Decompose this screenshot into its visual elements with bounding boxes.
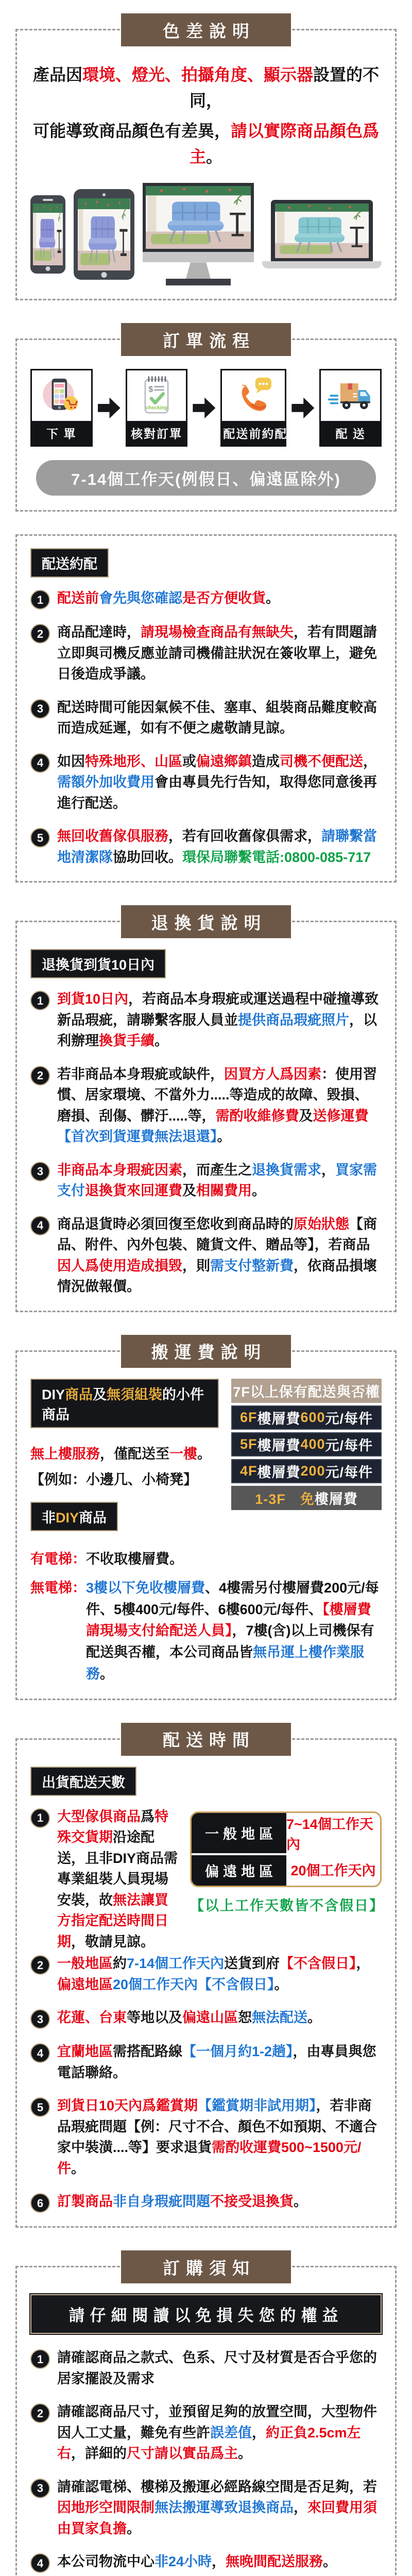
color-note-line-1: 產品因環境、燈光、拍攝角度、顯示器設置的不同， <box>32 65 380 110</box>
item-text: 若非商品本身瑕疵或缺件，因買方人爲因素：使用習慣、居家環境、不當外力.....等造成的故障、毀損、磨損、刮傷、髒汙.....等，需酌收維修費及送修運費【首次到貨運費無法退還】。 <box>57 1066 377 1145</box>
area-days-cell: 20個工作天內 <box>290 1862 376 1878</box>
section-title-order-flow: 訂單流程 <box>121 323 291 356</box>
list-item <box>30 751 382 814</box>
item-text: 訂製商品非自身瑕疵問題不接受退換貨。 <box>57 2194 307 2210</box>
item-number-badge: 2 <box>30 624 50 643</box>
section-color-note <box>0 13 412 300</box>
fee-table-row: 6F 樓層費 600 元/每件 <box>231 1405 382 1430</box>
list-item <box>30 2191 382 2213</box>
item-number-badge: 6 <box>30 2193 50 2213</box>
area-name-cell: 偏遠地區 <box>192 1853 286 1886</box>
section-title-color-note: 色差說明 <box>121 13 291 46</box>
no-elevator-text: 3樓以下免收樓層費、4樓需另付樓層費200元/每件、5樓400元/每件、6樓600元/每件、【樓層費請現場支付給配送人員】，7樓(含)以上司機保有配送與否權，本公司商品皆無吊運上樓作業服務。 <box>86 1580 379 1682</box>
color-note-box <box>15 29 397 300</box>
list-item <box>30 1953 382 1995</box>
section-moving-fee <box>0 1335 412 1700</box>
item-text: 商品退貨時必須回復至您收到商品時的原始狀態【商品、附件、內外包裝、隨貨文件、贈品等】，若商品因人爲使用造成損毀，則需支付整新費，依商品損壞情況做報價。 <box>57 1216 377 1295</box>
item-number-badge: 4 <box>30 753 50 773</box>
diy-note-line-2: 【例如：小邊几、小椅凳】 <box>30 1472 197 1488</box>
order-step-label: 下 單 <box>32 421 91 445</box>
purchase-notes-box <box>15 2266 397 2576</box>
sofa-photo <box>146 186 251 249</box>
diy-products-label: DIY商品及無須組裝的小件商品 <box>30 1379 219 1428</box>
order-step-card <box>220 369 286 447</box>
item-number-badge: 3 <box>30 2009 50 2029</box>
purchase-notes-list <box>30 2347 382 2576</box>
order-step-card <box>319 369 382 447</box>
item-number-badge: 1 <box>30 1808 50 1828</box>
elevator-line <box>30 1549 219 1570</box>
returns-list <box>30 989 382 1297</box>
item-text: 配送前會先與您確認是否方便收貨。 <box>57 590 280 606</box>
device-tablet-icon <box>74 189 134 280</box>
shipping-days-label: 出貨配送天數 <box>30 1767 136 1796</box>
item-number-badge: 4 <box>30 2553 50 2573</box>
delivery-terms-box <box>15 534 397 883</box>
item-number-badge: 2 <box>30 2403 50 2423</box>
delivery-area-panel <box>190 1806 382 1953</box>
item-number-badge: 4 <box>30 2043 50 2063</box>
section-returns <box>0 905 412 1312</box>
list-item <box>30 2401 382 2464</box>
order-phone-icon <box>38 372 85 419</box>
item-number-badge: 2 <box>30 1066 50 1086</box>
section-delivery-terms <box>0 534 412 883</box>
returns-box <box>15 921 397 1312</box>
section-title-delivery-time: 配送時間 <box>121 1723 291 1756</box>
workday-note: 【以上工作天數皆不含假日】 <box>190 1897 384 1913</box>
list-item <box>30 2095 382 2179</box>
delivery-time-box <box>15 1738 397 2228</box>
color-note-line-2: 可能導致商品顏色有差異，請以實際商品顏色爲主。 <box>32 122 380 166</box>
list-item <box>30 622 382 685</box>
read-carefully-banner: 請仔細閱讀以免損失您的權益 <box>30 2294 382 2334</box>
no-elevator-label: 無電梯： <box>30 1580 86 1596</box>
delivery-truck-icon <box>327 372 374 419</box>
item-text: 商品配達時，請現場檢查商品有無缺失，若有問題請立即與司機反應並請司機備註狀況在簽收單上，避免日後造成爭議。 <box>57 624 377 682</box>
sofa-photo <box>78 198 130 270</box>
section-title-returns: 退換貨說明 <box>121 905 291 938</box>
item-number-badge: 3 <box>30 1162 50 1181</box>
fee-table-row: 5F 樓層費 400 元/每件 <box>231 1432 382 1456</box>
section-title-moving-fee: 搬運費說明 <box>121 1335 291 1368</box>
item-text: 到貨日10天內爲鑑賞期【鑑賞期非試用期】，若非商品瑕疵問題【例：尺寸不合、顏色不如預期、不適合家中裝潢....等】要求退貨需酌收運費500~1500元/件。 <box>57 2098 377 2176</box>
list-item <box>30 2007 382 2029</box>
arrow-right-icon <box>193 397 215 419</box>
item-number-badge: 1 <box>30 590 50 609</box>
item-text: 請確認商品尺寸，並預留足夠的放置空間，大型物件因人工丈量，難免有些許誤差值，約正負2.5cm左右，詳細的尺寸請以實品爲主。 <box>57 2404 377 2462</box>
order-step-label: 配送前約配 <box>222 421 285 445</box>
list-item <box>30 2041 382 2083</box>
item-text: 非商品本身瑕疵因素，而產生之退換貨需求，買家需支付退換貨來回運費及相關費用。 <box>57 1162 377 1199</box>
item-number-badge: 4 <box>30 1216 50 1235</box>
non-diy-products-label: 非DIY商品 <box>30 1502 118 1531</box>
svg-text:checking: checking <box>146 405 167 412</box>
check-order-icon <box>133 372 180 419</box>
device-monitor-icon <box>143 183 254 285</box>
order-step-card <box>30 369 93 447</box>
item-text: 如因特殊地形、山區或偏遠鄉鎮造成司機不便配送，需額外加收費用會由專員先行告知，取得您同意後再進行配送。 <box>57 753 377 811</box>
arrow-right-icon <box>291 397 314 419</box>
order-step-label: 配 送 <box>321 421 380 445</box>
item-text: 一般地區約7-14個工作天內送貨到府【不含假日】，偏遠地區20個工作天內【不含假日】。 <box>57 1956 370 1992</box>
list-item <box>30 1806 182 1953</box>
delivery-terms-label: 配送約配 <box>30 548 109 578</box>
area-name-cell: 一般地區 <box>192 1813 286 1853</box>
section-order-flow <box>0 323 412 512</box>
moving-fee-box <box>15 1350 397 1700</box>
item-text: 花蓮、台東等地以及偏遠山區恕無法配送。 <box>57 2010 321 2026</box>
moving-fee-columns <box>30 1379 382 1570</box>
lead-time-pill: 7-14個工作天(例假日、偏遠區除外) <box>36 460 376 496</box>
item-text: 宜蘭地區需搭配路線【一個月約1-2趟】，由專員與您電話聯絡。 <box>57 2044 376 2080</box>
item-text: 請確認電梯、樓梯及搬運必經路線空間是否足夠，若因地形空間限制無法搬運導致退換商品，來回費用須由買家負擔。 <box>57 2479 377 2536</box>
section-delivery-time <box>0 1723 412 2228</box>
fee-table-row: 1-3F 免 樓層費 <box>231 1486 382 1510</box>
moving-fee-left <box>30 1379 219 1570</box>
item-text: 配送時間可能因氣候不佳、塞車、組裝商品難度較高而造成延遲，如有不便之處敬請見諒。 <box>57 699 377 736</box>
elevator-text: 不收取樓層費。 <box>86 1551 183 1567</box>
item-text: 請確認商品之款式、色系、尺寸及材質是否合乎您的居家擺設及需求 <box>57 2350 377 2386</box>
order-flow-steps <box>30 369 382 447</box>
item-text: 到貨10日內，若商品本身瑕疵或運送過程中碰撞導致新品瑕疵，請聯繫客服人員並提供商品瑕疵照片，以利辦理換貨手續。 <box>57 991 379 1049</box>
delivery-time-row <box>30 1806 382 1953</box>
diy-note-line-1: 無上樓服務，僅配送至一樓。 <box>30 1446 211 1462</box>
arrow-right-icon <box>98 397 121 419</box>
sofa-photo <box>33 204 63 265</box>
item-number-badge: 3 <box>30 2479 50 2498</box>
order-step-label: 核對訂單 <box>127 421 186 445</box>
list-item <box>30 826 382 868</box>
elevator-label: 有電梯： <box>30 1551 86 1567</box>
list-item <box>30 2551 382 2573</box>
item-number-badge: 2 <box>30 1955 50 1975</box>
sofa-photo <box>275 204 369 258</box>
area-table-row <box>192 1853 380 1886</box>
phone-call-icon <box>230 372 277 419</box>
delivery-area-table <box>190 1811 382 1887</box>
list-item <box>30 697 382 739</box>
fee-table-row: 7F以上保有配送與否權 <box>231 1379 382 1403</box>
device-phone-icon <box>30 195 65 274</box>
list-item <box>30 2347 382 2389</box>
delivery-time-list <box>30 1953 382 2213</box>
list-item <box>30 588 382 609</box>
device-comparison-row <box>30 183 382 285</box>
item-number-badge: 1 <box>30 991 50 1010</box>
item-number-badge: 5 <box>30 828 50 848</box>
item-number-badge: 5 <box>30 2097 50 2117</box>
list-item <box>30 1064 382 1147</box>
item-number-badge: 1 <box>30 2349 50 2369</box>
item-text: 大型傢俱商品爲特殊交貨期沿途配送，且非DIY商品需專業組裝人員現場安裝，故無法讓買方指定配送時間日期，敬請見諒。 <box>57 1808 178 1950</box>
order-step-card <box>126 369 188 447</box>
delivery-terms-list <box>30 588 382 868</box>
delivery-time-item-1 <box>30 1806 182 1953</box>
no-elevator-line <box>30 1578 382 1685</box>
order-flow-box <box>15 338 397 512</box>
list-item <box>30 1160 382 1201</box>
floor-fee-table <box>231 1379 382 1513</box>
list-item <box>30 2477 382 2539</box>
item-text: 無回收舊傢俱服務，若有回收舊傢俱需求，請聯繫當地清潔隊協助回收。環保局聯繫電話:0800-085-717 <box>57 828 377 865</box>
fee-table-row: 4F 樓層費 200 元/每件 <box>231 1459 382 1483</box>
section-title-purchase-notes: 訂購須知 <box>121 2250 291 2283</box>
area-table-row <box>192 1813 380 1853</box>
section-purchase-notes <box>0 2250 412 2576</box>
area-days-cell: 7~14個工作天內 <box>286 1816 373 1852</box>
item-number-badge: 3 <box>30 699 50 719</box>
list-item <box>30 989 382 1052</box>
device-laptop-icon <box>262 200 382 268</box>
item-text: 本公司物流中心非24小時，無晚間配送服務。 <box>57 2554 337 2570</box>
list-item <box>30 1214 382 1297</box>
returns-label: 退換貨到貨10日內 <box>30 949 166 978</box>
svg-text:$: $ <box>148 385 153 395</box>
